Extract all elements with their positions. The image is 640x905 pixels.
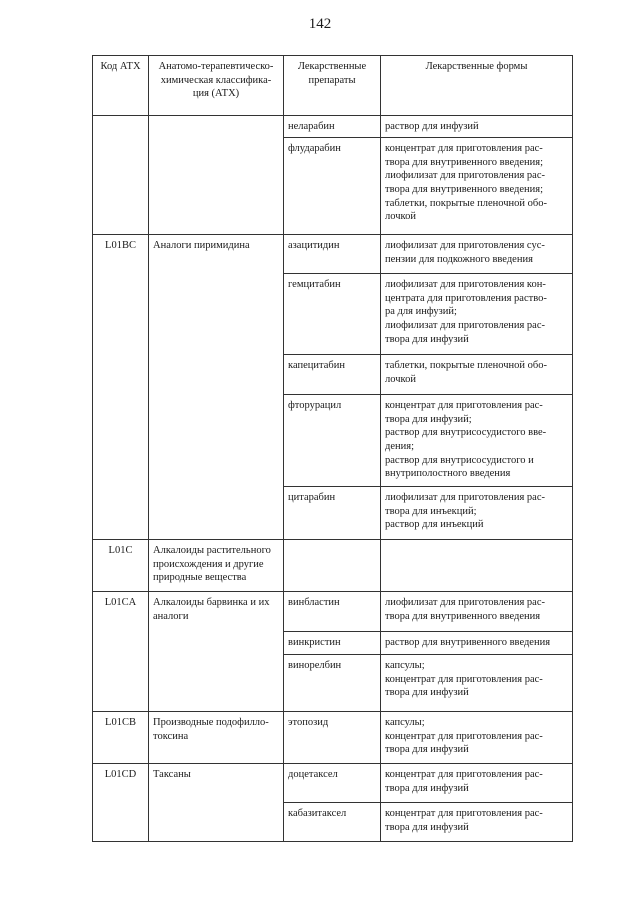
forms-cell: концентрат для приготовления рас- твора для инфузий (381, 764, 573, 803)
forms-cell: раствор для инфузий (381, 116, 573, 138)
forms-cell: лиофилизат для приготовления кон- центрата для приготовления раство- ра для инфузий; лиофилизат для приготовления рас- твора для инфузий (381, 274, 573, 355)
drug-cell: винорелбин (284, 655, 381, 712)
atx-code-cell: L01BC (93, 235, 149, 540)
atx-code-cell: L01C (93, 540, 149, 592)
table-row (93, 235, 573, 274)
drug-cell: неларабин (284, 116, 381, 138)
drug-cell: этопозид (284, 712, 381, 764)
header-dosage-forms: Лекарственные формы (381, 56, 573, 116)
drug-cell: азацитидин (284, 235, 381, 274)
drug-cell: винкристин (284, 632, 381, 655)
classification-cell: Таксаны (149, 764, 284, 842)
page-number: 142 (308, 16, 332, 32)
table-row (93, 712, 573, 764)
forms-cell (381, 540, 573, 592)
drug-cell: кабазитаксел (284, 803, 381, 842)
table-row (93, 764, 573, 803)
forms-cell: капсулы; концентрат для приготовления рас- твора для инфузий (381, 712, 573, 764)
forms-cell: лиофилизат для приготовления рас- твора для инъекций; раствор для инъекций (381, 487, 573, 540)
header-atx-code: Код АТХ (93, 56, 149, 116)
table-row (93, 116, 573, 138)
table-row (93, 592, 573, 632)
classification-cell: Алкалоиды растительного происхождения и другие природные вещества (149, 540, 284, 592)
drug-cell (284, 540, 381, 592)
classification-cell: Производные подофилло- токсина (149, 712, 284, 764)
drug-cell: флударабин (284, 138, 381, 235)
forms-cell: концентрат для приготовления рас- твора для инфузий (381, 803, 573, 842)
drug-cell: фторурацил (284, 395, 381, 487)
atx-table (92, 55, 573, 842)
table-row (93, 540, 573, 592)
classification-cell: Алкалоиды барвинка и их аналоги (149, 592, 284, 712)
drug-cell: гемцитабин (284, 274, 381, 355)
forms-cell: таблетки, покрытые пленочной обо- лочкой (381, 355, 573, 395)
forms-cell: капсулы; концентрат для приготовления рас- твора для инфузий (381, 655, 573, 712)
header-drugs: Лекарственные препараты (284, 56, 381, 116)
drug-cell: капецитабин (284, 355, 381, 395)
atx-code-cell: L01CD (93, 764, 149, 842)
classification-cell: Аналоги пиримидина (149, 235, 284, 540)
forms-cell: лиофилизат для приготовления сус- пензии для подкожного введения (381, 235, 573, 274)
forms-cell: концентрат для приготовления рас- твора для внутривенного введения; лиофилизат для приготовления рас- твора для внутривенного введения; таблетки, покрытые пленочной обо- лочкой (381, 138, 573, 235)
table-header-row (93, 56, 573, 116)
atx-code-cell: L01CB (93, 712, 149, 764)
drug-cell: цитарабин (284, 487, 381, 540)
forms-cell: лиофилизат для приготовления рас- твора для внутривенного введения (381, 592, 573, 632)
drug-cell: доцетаксел (284, 764, 381, 803)
drug-cell: винбластин (284, 592, 381, 632)
classification-cell (149, 116, 284, 235)
atx-code-cell (93, 116, 149, 235)
atx-code-cell: L01CA (93, 592, 149, 712)
header-atx-classification: Анатомо-терапевтическо- химическая классифика- ция (АТХ) (149, 56, 284, 116)
forms-cell: концентрат для приготовления рас- твора для инфузий; раствор для внутрисосудистого вве- дения; раствор для внутрисосудистого и внутриполостного введения (381, 395, 573, 487)
forms-cell: раствор для внутривенного введения (381, 632, 573, 655)
